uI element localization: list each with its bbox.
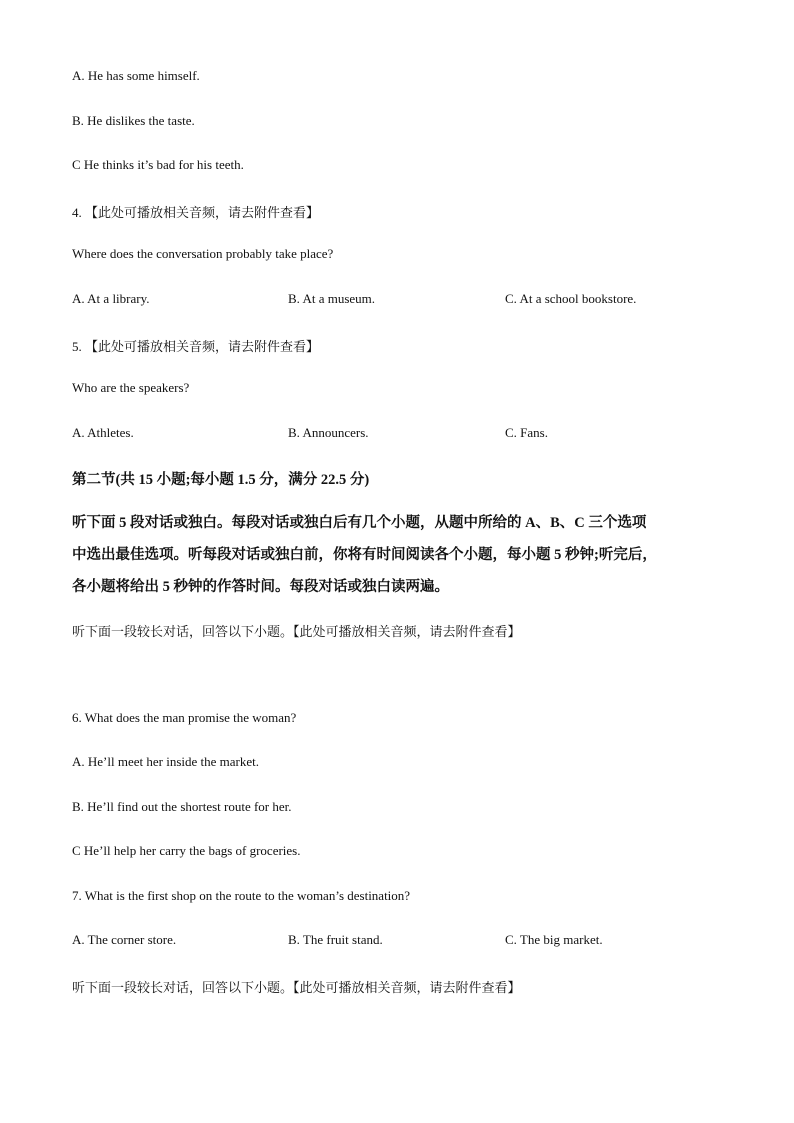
q5-audio-note[interactable]: 【此处可播放相关音频，请去附件查看】 — [85, 340, 320, 355]
section2-instructions-line1: 听下面 5 段对话或独白。每段对话或独白后有几个小题，从题中所给的 A、B、C 三个选项 — [72, 515, 647, 531]
q5-header — [72, 336, 319, 355]
listen-prompt-2[interactable]: 听下面一段较长对话，回答以下小题。【此处可播放相关音频，请去附件查看】 — [72, 981, 521, 996]
section2-instructions-line3: 各小题将给出 5 秒钟的作答时间。每段对话或独白读两遍。 — [72, 579, 449, 595]
q7-question: 7. What is the first shop on the route to the woman’s destination? — [72, 888, 411, 903]
q5-option-b: B. Announcers. — [288, 425, 369, 440]
section2-instructions-line2: 中选出最佳选项。听每段对话或独白前，你将有时间阅读各个小题，每小题 5 秒钟;听完后， — [72, 547, 657, 563]
q4-number: 4. — [72, 205, 82, 220]
q3-option-b: B. He dislikes the taste. — [72, 113, 195, 128]
q7-option-b: B. The fruit stand. — [288, 932, 383, 947]
q3-option-c: C He thinks it’s bad for his teeth. — [72, 157, 244, 172]
q5-question: Who are the speakers? — [72, 380, 190, 395]
q4-question: Where does the conversation probably take place? — [72, 246, 334, 261]
q6-option-a: A. He’ll meet her inside the market. — [72, 754, 259, 769]
q6-option-c: C He’ll help her carry the bags of groceries. — [72, 843, 301, 858]
q5-option-c: C. Fans. — [505, 425, 548, 440]
q6-question: 6. What does the man promise the woman? — [72, 710, 297, 725]
q5-option-a: A. Athletes. — [72, 425, 134, 440]
q4-audio-note[interactable]: 【此处可播放相关音频，请去附件查看】 — [85, 206, 320, 221]
q4-option-b: B. At a museum. — [288, 291, 376, 306]
q7-option-c: C. The big market. — [505, 932, 603, 947]
q6-option-b: B. He’ll find out the shortest route for her. — [72, 799, 292, 814]
q4-header — [72, 202, 319, 221]
section2-title: 第二节(共 15 小题;每小题 1.5 分，满分 22.5 分) — [72, 472, 370, 488]
q5-number: 5. — [72, 339, 82, 354]
listen-prompt-1[interactable]: 听下面一段较长对话，回答以下小题。【此处可播放相关音频，请去附件查看】 — [72, 625, 521, 640]
q4-option-a: A. At a library. — [72, 291, 150, 306]
q3-option-a: A. He has some himself. — [72, 68, 200, 83]
q4-option-c: C. At a school bookstore. — [505, 291, 637, 306]
q7-option-a: A. The corner store. — [72, 932, 177, 947]
